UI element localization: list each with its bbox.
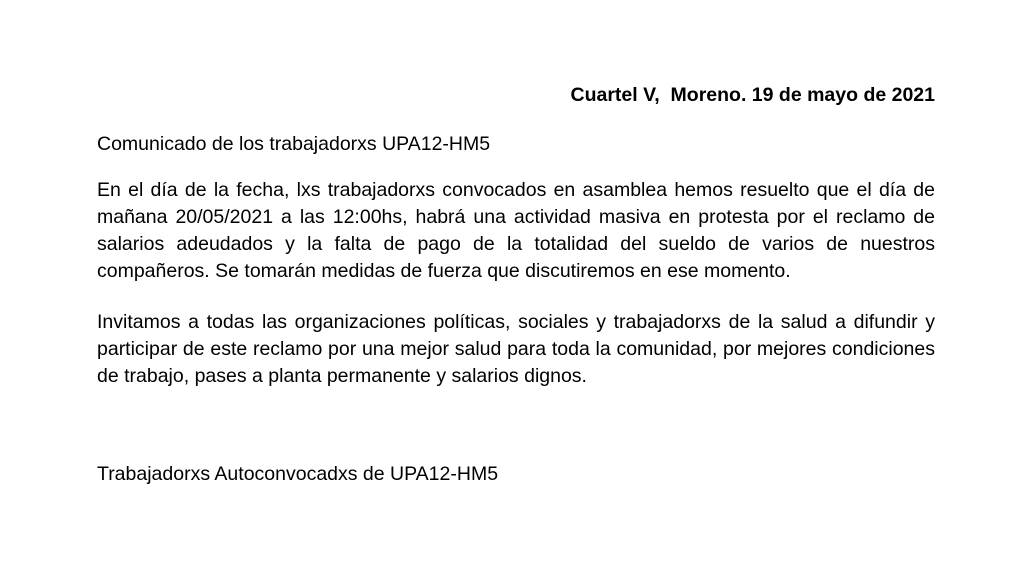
document-content bbox=[97, 0, 935, 488]
paragraph-announcement: En el día de la fecha, lxs trabajadorxs convocados en asamblea hemos resuelto que el día de mañana 20/05/2021 a las 12:00hs, habrá una actividad masiva en protesta por el reclamo de salarios adeudados y la falta de pago de la totalidad del sueldo de varios de nuestros compañeros. Se tomarán medidas de fuerza que discutiremos en ese momento. bbox=[97, 179, 935, 282]
document-title: Comunicado de los trabajadorxs UPA12-HM5 bbox=[97, 133, 491, 155]
dateline: Cuartel V, Moreno. 19 de mayo de 2021 bbox=[570, 84, 935, 106]
signature-line: Trabajadorxs Autoconvocadxs de UPA12-HM5 bbox=[97, 463, 499, 485]
paragraph-invitation: Invitamos a todas las organizaciones políticas, sociales y trabajadorxs de la salud a difundir y participar de este reclamo por una mejor salud para toda la comunidad, por mejores condiciones de trabajo, pases a planta permanente y salarios dignos. bbox=[97, 311, 935, 387]
